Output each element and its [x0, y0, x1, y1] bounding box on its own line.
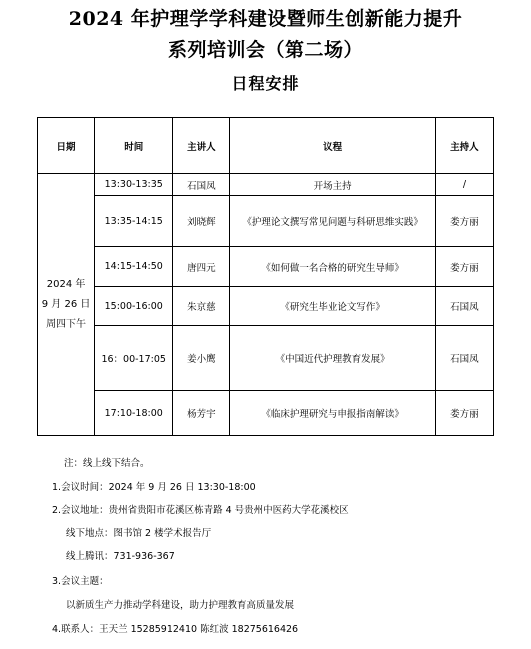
- table-row: [38, 326, 494, 391]
- topic-cell: 开场主持: [230, 174, 435, 196]
- note-online-meeting: 线上腾讯：731-936-367: [66, 551, 175, 562]
- schedule-table: [37, 117, 494, 436]
- column-header-date: 日期: [38, 118, 95, 174]
- host-cell: 石国凤: [435, 326, 493, 391]
- date-year: 2024 年: [46, 278, 86, 290]
- column-header-time: 时间: [95, 118, 173, 174]
- topic-cell: 《如何做一名合格的研究生导师》: [230, 247, 435, 287]
- note-time: 1.会议时间：2024 年 9 月 26 日 13:30-18:00: [52, 482, 256, 493]
- note-mode: 注：线上线下结合。: [64, 458, 150, 469]
- note-address: 2.会议地址：贵州省贵阳市花溪区栋青路 4 号贵州中医药大学花溪校区: [52, 505, 349, 516]
- note-contacts: 4.联系人：王天兰 15285912410 陈红波 18275616426: [52, 624, 299, 635]
- speaker-cell: 唐四元: [173, 247, 230, 287]
- host-cell: 石国凤: [435, 287, 493, 326]
- speaker-cell: 姜小鹰: [173, 326, 230, 391]
- speaker-cell: 石国凤: [173, 174, 230, 196]
- topic-cell: 《护理论文撰写常见问题与科研思维实践》: [230, 196, 435, 247]
- date-period: 周四下午: [46, 318, 87, 330]
- topic-cell: 《中国近代护理教育发展》: [230, 326, 435, 391]
- column-header-host: 主持人: [435, 118, 493, 174]
- time-cell: 13:35-14:15: [95, 196, 173, 247]
- time-cell: 15:00-16:00: [95, 287, 173, 326]
- topic-cell: 《研究生毕业论文写作》: [230, 287, 435, 326]
- host-cell: 娄方丽: [435, 391, 493, 436]
- date-day: 9 月 26 日: [41, 298, 91, 310]
- table-row: [38, 174, 494, 196]
- time-cell: 16：00-17:05: [95, 326, 173, 391]
- speaker-cell: 刘晓辉: [173, 196, 230, 247]
- table-header-row: [38, 118, 494, 174]
- column-header-speaker: 主讲人: [173, 118, 230, 174]
- time-cell: 14:15-14:50: [95, 247, 173, 287]
- table-row: [38, 287, 494, 326]
- page-title-line1: 2024 年护理学学科建设暨师生创新能力提升: [68, 8, 463, 30]
- host-cell: /: [435, 174, 493, 196]
- time-cell: 13:30-13:35: [95, 174, 173, 196]
- column-header-topic: 议程: [230, 118, 435, 174]
- note-offline-location: 线下地点：图书馆 2 楼学术报告厅: [66, 528, 212, 539]
- note-theme: 以新质生产力推动学科建设，助力护理教育高质量发展: [66, 600, 295, 611]
- note-theme-label: 3.会议主题：: [52, 576, 109, 587]
- table-row: [38, 391, 494, 436]
- speaker-cell: 杨芳宇: [173, 391, 230, 436]
- time-cell: 17:10-18:00: [95, 391, 173, 436]
- speaker-cell: 朱京慈: [173, 287, 230, 326]
- page-title-line2: 系列培训会（第二场）: [167, 39, 363, 61]
- table-row: [38, 196, 494, 247]
- topic-cell: 《临床护理研究与申报指南解读》: [230, 391, 435, 436]
- host-cell: 娄方丽: [435, 196, 493, 247]
- table-row: [38, 247, 494, 287]
- page-subtitle: 日程安排: [231, 74, 300, 93]
- date-cell: [38, 174, 95, 436]
- host-cell: 娄方丽: [435, 247, 493, 287]
